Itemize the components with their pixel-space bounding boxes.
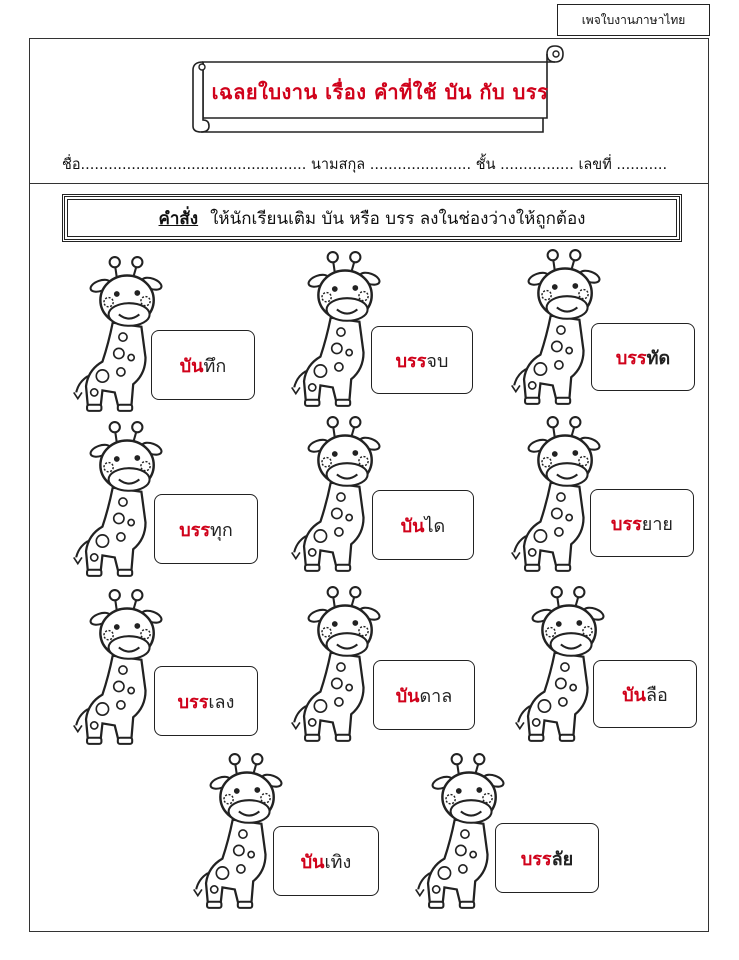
word-suffix: ได — [424, 515, 446, 537]
answer-prefix: บัน — [622, 684, 646, 706]
page-title: เฉลยใบงาน เรื่อง คำที่ใช้ บัน กับ บรร — [211, 80, 549, 104]
answer-prefix: บัน — [395, 685, 420, 707]
answer-prefix: บรร — [520, 848, 552, 870]
word-suffix: ลัย — [551, 848, 574, 870]
word-suffix: ทึก — [203, 355, 227, 377]
word-card — [372, 490, 474, 560]
word-card — [593, 660, 697, 728]
word-card — [373, 660, 475, 730]
answer-prefix: บัน — [400, 515, 425, 537]
answer-prefix: บรร — [179, 519, 210, 541]
student-info-line: ชื่อ................................................. นามสกุล ...................... ชั้น ................ เลขที่ ........... — [62, 157, 668, 173]
word-card — [154, 494, 258, 564]
word-card — [495, 823, 599, 893]
word-card — [590, 489, 694, 557]
header-divider — [30, 183, 708, 184]
answer-prefix: บรร — [615, 347, 647, 369]
answer-prefix: บัน — [300, 851, 325, 873]
answer-prefix: บัน — [179, 355, 204, 377]
word-suffix: ดาล — [419, 685, 453, 707]
answer-prefix: บรร — [611, 513, 642, 535]
word-suffix: ทัด — [646, 347, 671, 369]
page-tag: เพจใบงานภาษาไทย — [557, 4, 710, 36]
word-card — [151, 330, 255, 400]
answer-prefix: บรร — [177, 691, 209, 713]
word-card — [154, 666, 258, 736]
word-card — [371, 326, 473, 394]
word-card — [273, 826, 379, 896]
instruction-box — [62, 194, 682, 242]
answer-prefix: บรร — [395, 350, 427, 372]
word-card — [591, 323, 695, 391]
word-suffix: เทิง — [324, 851, 352, 873]
word-suffix: ลือ — [645, 684, 668, 706]
word-suffix: ยาย — [641, 513, 673, 535]
word-suffix: ทุก — [210, 519, 233, 541]
word-suffix: จบ — [426, 350, 449, 372]
word-suffix: เลง — [208, 691, 235, 713]
instruction-text: ให้นักเรียนเติม บัน หรือ บรร ลงในช่องว่างให้ถูกต้อง — [210, 208, 586, 229]
instruction-label: คำสั่ง — [158, 208, 199, 229]
